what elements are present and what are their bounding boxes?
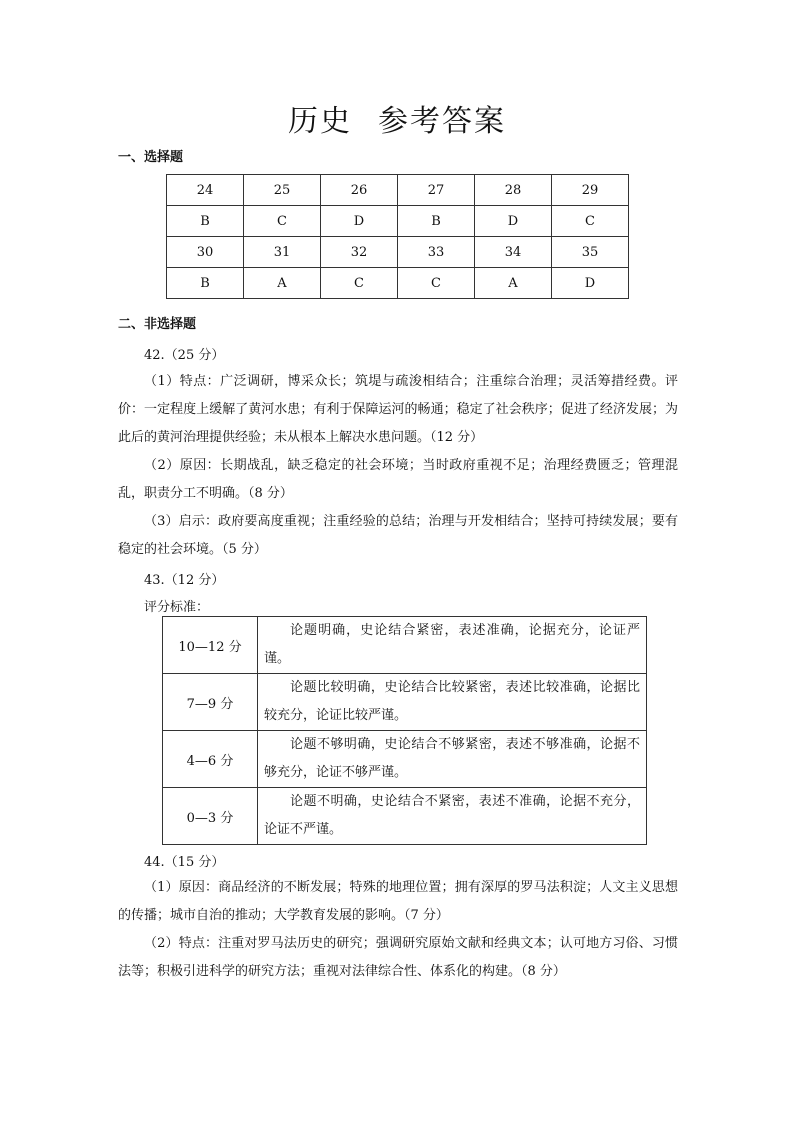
page-title: [0, 96, 794, 140]
table-cell: 24: [167, 175, 244, 206]
table-cell: B: [167, 206, 244, 237]
table-cell: A: [244, 268, 321, 299]
table-cell: 30: [167, 237, 244, 268]
q42-answer-2: （2）原因：长期战乱，缺乏稳定的社会环境；当时政府重视不足；治理经费匮乏；管理混乱，职责分工不明确。（8 分）: [118, 458, 678, 501]
choice-answer-table: [166, 174, 629, 299]
table-row: [167, 268, 629, 299]
section-heading-choice: 一、选择题: [118, 150, 184, 165]
table-cell: B: [167, 268, 244, 299]
score-range: 7—9 分: [163, 674, 258, 731]
table-cell: 34: [475, 237, 552, 268]
score-range: 4—6 分: [163, 731, 258, 788]
q44-answer-2: （2）特点：注重对罗马法历史的研究；强调研究原始文献和经典文本；认可地方习俗、习惯法等；积极引进科学的研究方法；重视对法律综合性、体系化的构建。（8 分）: [118, 936, 678, 979]
table-cell: 35: [552, 237, 629, 268]
q42-answer-3: （3）启示：政府要高度重视；注重经验的总结；治理与开发相结合；坚持可持续发展；要有稳定的社会环境。（5 分）: [118, 514, 678, 557]
table-cell: 33: [398, 237, 475, 268]
table-cell: C: [552, 206, 629, 237]
score-description: 论题不够明确，史论结合不够紧密，表述不够准确，论据不够充分，论证不够严谨。: [258, 731, 647, 788]
table-cell: D: [321, 206, 398, 237]
table-row: [167, 237, 629, 268]
table-cell: 25: [244, 175, 321, 206]
score-description: 论题不明确，史论结合不紧密，表述不准确，论据不充分，论证不严谨。: [258, 788, 647, 845]
section-heading-nonchoice: 二、非选择题: [118, 317, 197, 332]
q42-header: 42.（25 分）: [144, 348, 225, 363]
table-row: [163, 731, 647, 788]
q44-header: 44.（15 分）: [144, 855, 225, 870]
table-row: [167, 206, 629, 237]
table-cell: 29: [552, 175, 629, 206]
q43-header: 43.（12 分）: [144, 573, 225, 588]
table-cell: 31: [244, 237, 321, 268]
table-cell: C: [321, 268, 398, 299]
score-range: 0—3 分: [163, 788, 258, 845]
table-cell: B: [398, 206, 475, 237]
table-row: [167, 175, 629, 206]
score-description: 论题明确，史论结合紧密，表述准确，论据充分，论证严谨。: [258, 617, 647, 674]
table-cell: C: [398, 268, 475, 299]
table-cell: A: [475, 268, 552, 299]
table-row: [163, 674, 647, 731]
q44-answer-1: （1）原因：商品经济的不断发展；特殊的地理位置；拥有深厚的罗马法积淀；人文主义思想的传播；城市自治的推动；大学教育发展的影响。（7 分）: [118, 880, 678, 923]
table-cell: D: [475, 206, 552, 237]
table-cell: 32: [321, 237, 398, 268]
table-row: [163, 788, 647, 845]
q42-answer-1: （1）特点：广泛调研，博采众长；筑堤与疏浚相结合；注重综合治理；灵活筹措经费。评价：一定程度上缓解了黄河水患；有利于保障运河的畅通；稳定了社会秩序；促进了经济发展；为此后的黄河治理提供经验；未从根本上解决水患问题。（12 分）: [118, 374, 678, 445]
table-row: [163, 617, 647, 674]
scoring-criteria-table: [162, 616, 647, 845]
table-cell: 26: [321, 175, 398, 206]
q43-criteria-label: 评分标准：: [144, 600, 210, 615]
title-subject: 历史: [288, 104, 352, 139]
table-cell: C: [244, 206, 321, 237]
title-answer-key: 参考答案: [378, 104, 506, 139]
table-cell: D: [552, 268, 629, 299]
table-cell: 28: [475, 175, 552, 206]
score-range: 10—12 分: [163, 617, 258, 674]
score-description: 论题比较明确，史论结合比较紧密，表述比较准确，论据比较充分，论证比较严谨。: [258, 674, 647, 731]
table-cell: 27: [398, 175, 475, 206]
